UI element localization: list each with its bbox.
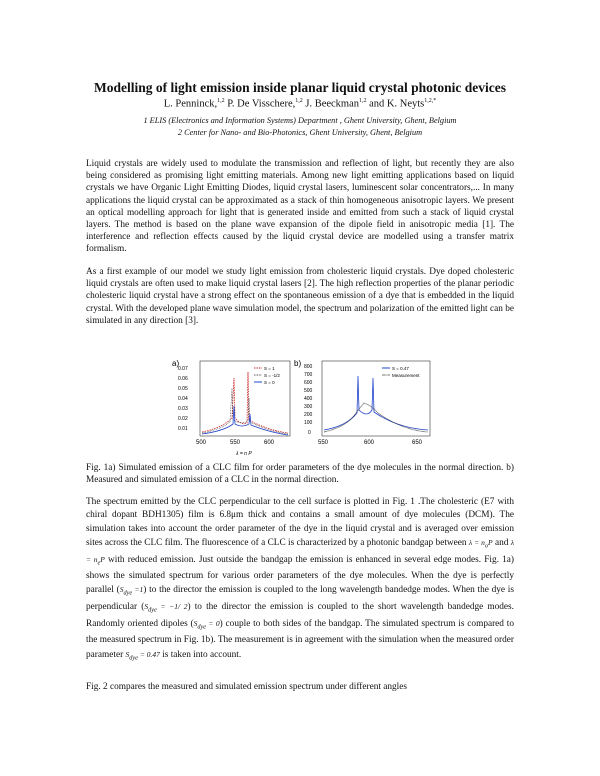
x-tick-labels	[318, 440, 423, 446]
y-tick-label: 300	[304, 404, 313, 410]
text-line: director the emission is coupled to the short wavelength bandedge modes. Randomly oriented dipoles	[86, 602, 514, 630]
y-tick-label: 700	[304, 372, 313, 378]
author-affiliation-mark: 1,2	[217, 98, 225, 104]
text-line: photonic bandgap between	[366, 538, 467, 549]
legend-entry: S = 0.47	[392, 366, 409, 371]
text-line: parameters of the dye molecules. When the dye is perfectly parallel (	[86, 571, 514, 596]
x-tick-label: 600	[364, 440, 375, 446]
x-tick-label: 600	[264, 440, 275, 446]
x-tick-label: 650	[412, 440, 423, 446]
curve-s-random	[202, 406, 288, 435]
y-tick-label: 500	[304, 388, 313, 394]
y-tick-label: 0.03	[178, 406, 188, 412]
figure-2-intro: Fig. 2 compares the measured and simulated emission spectrum under different angles	[86, 682, 408, 692]
affiliation-1: 1 ELIS (Electronics and Information Systems) Department , Ghent University, Ghent, Belgium	[143, 116, 457, 125]
y-tick-label: 0.04	[178, 396, 188, 402]
math-expression: $S_{dye} = -1/$ 2	[144, 602, 188, 614]
text-line: ) to the	[187, 602, 218, 613]
text-line: is taken into account.	[159, 649, 242, 660]
figure-1-caption: Fig. 1a) Simulated emission of a CLC film for order parameters of the dye molecules in the normal direction. b) Measured and simulated emission of a CLC in the normal direction.	[86, 463, 514, 486]
y-tick-label: 600	[304, 380, 313, 386]
author-affiliation-mark: 1,2	[295, 98, 303, 104]
panel-label: b)	[294, 359, 302, 368]
y-tick-label: 0.01	[178, 426, 188, 432]
x-tick-label: 500	[196, 440, 207, 446]
math-expression: $S_{dye} = 0.47$	[125, 649, 160, 662]
figure-1	[172, 358, 434, 458]
cholesteric-paragraph: As a first example of our model we study light emission from cholesteric liquid crystals. Dye doped cholesteric liquid crystals are often used to make liquid crystal lasers [2]. The high reflection properties of the planar periodic cholesteric liquid crystal have a strong effect on the spontaneous emission of a dye that is embedded in the liquid crystal. With the developed plane wave simulation model, the spectrum and polarization of the emitted light can be simulated in any direction [3].	[86, 267, 514, 326]
y-tick-labels	[178, 366, 188, 432]
legend	[382, 366, 420, 378]
paper-title: Modelling of light emission inside planar liquid crystal photonic devices	[94, 80, 506, 95]
math-expression: $S_{dye} = 0$	[193, 619, 220, 631]
math-expression: $\lambda = n_oP$	[468, 538, 493, 550]
legend-entry: S = -1/2	[264, 373, 280, 378]
text-line: (	[190, 619, 194, 630]
x-tick-labels	[196, 440, 275, 446]
text-line: The spectrum emitted by the CLC perpendicular to the cell surface is plotted in Fig. 1 .The cholesteric	[86, 497, 478, 507]
bandgap-annotation: λ = n P	[236, 451, 252, 457]
author-affiliation-mark: 1,2,*	[424, 98, 437, 104]
text-line: parameter	[86, 649, 124, 660]
x-tick-label: 550	[318, 440, 329, 446]
legend-entry: S = 0	[264, 380, 275, 385]
author-name: P. De Visschere,	[224, 98, 296, 110]
x-tick-label: 550	[230, 440, 241, 446]
author-affiliation-mark: 1,2	[359, 98, 367, 104]
author-name: J. Beeckman	[302, 98, 360, 110]
y-tick-label: 100	[304, 420, 313, 426]
math-expression: $S_{dye} =1$	[119, 585, 144, 597]
text-line: is coupled to the long wavelength bandedge modes. When the dye is perpendicular (	[86, 585, 515, 613]
text-line: averaged over emission sites across the CLC film. The fluorescence of a CLC is characterized by a	[86, 523, 514, 549]
curve-s-perpendicular	[202, 388, 288, 434]
intro-paragraph: Liquid crystals are widely used to modulate the transmission and reflection of light, but recently they are also being considered as promising light emitting materials. Among new light emitting applications based on liquid crystals we have Organic Light Emitting Diodes, liquid crystal lasers, luminescent solar concentrators,... In many applications the liquid crystal can be approximated as a stack of thin homogeneous anisotropic layers. We present an optical modelling approach for light that is generated inside and emitted from such a stack of liquid crystal layers. The method is based on the plane wave expansion of the dipole field in anisotropic media [1]. The interference and reflection effects caused by the liquid crystal device are modelled using a transfer matrix formalism.	[86, 159, 514, 255]
author-name: L. Penninck,	[163, 98, 218, 110]
author-list	[0, 98, 600, 110]
math-expression: $\lambda = n_eP$	[86, 538, 515, 567]
curve-simulated	[324, 376, 428, 430]
spectrum-paragraph	[86, 496, 514, 664]
y-tick-label: 0.06	[178, 376, 188, 382]
text-line: (E7 with chiral dopant BDH1305) film is 6.8μm thick and contains a small amount of dye molecules	[86, 497, 514, 521]
text-line: (DCM). The simulation takes into account the order parameter of the dye in the liquid crystal and is	[86, 510, 514, 534]
text-line: emission is enhanced in several edge modes. Fig. 1a) shows the simulated spectrum for various order	[86, 555, 514, 582]
y-tick-label: 0.05	[178, 386, 188, 392]
text-line: with reduced emission. Just outside the bandgap the	[108, 555, 307, 566]
y-tick-label: 0	[308, 430, 311, 436]
y-tick-label: 0.02	[178, 416, 188, 422]
y-tick-label: 200	[304, 412, 313, 418]
legend-entry: S = 1	[264, 366, 275, 371]
panel-b	[294, 359, 430, 446]
affiliation-2: 2 Center for Nano- and Bio-Photonics, Ghent University, Ghent, Belgium	[177, 128, 423, 137]
panel-a	[172, 359, 290, 457]
y-tick-labels	[304, 364, 313, 436]
panel-label: a)	[172, 359, 180, 368]
text-line: spectrum in Fig. 1b). The measurement is in agreement with the simulation when the measured order	[137, 635, 515, 646]
legend	[254, 366, 280, 385]
curve-s-parallel	[202, 372, 288, 433]
text-line: ) couple to both sides of the bandgap. The simulated spectrum is compared to the measured	[86, 619, 515, 646]
y-tick-label: 400	[304, 396, 313, 402]
text-line: ) to the director the emission	[143, 585, 253, 596]
author-name: and K. Neyts	[366, 98, 425, 110]
y-tick-label: 800	[304, 364, 313, 370]
y-tick-label: 0.07	[178, 366, 188, 372]
text-line: and	[494, 538, 509, 549]
legend-entry: Measurement	[392, 373, 420, 378]
